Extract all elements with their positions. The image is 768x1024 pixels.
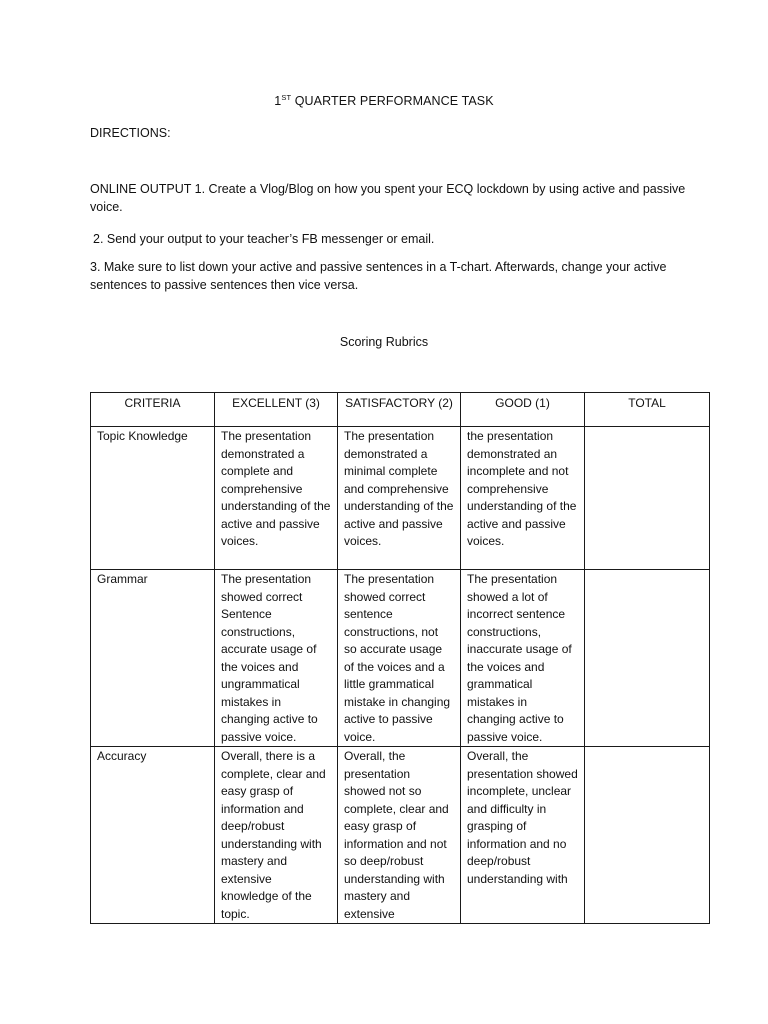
rubric-title: Scoring Rubrics (339, 335, 429, 349)
excellent-cell: The presentation demonstrated a complete and comprehensive understanding of the active and passive voices. (215, 427, 338, 570)
table-header-row (91, 393, 710, 427)
good-cell: the presentation demonstrated an incomplete and not comprehensive understanding of the active and passive voices. (461, 427, 585, 570)
table-row (91, 570, 710, 747)
header-good: GOOD (1) (461, 393, 585, 427)
total-cell (585, 427, 710, 570)
total-cell (585, 570, 710, 747)
title-text: QUARTER PERFORMANCE TASK (291, 94, 494, 108)
satisfactory-cell: Overall, the presentation showed not so complete, clear and easy grasp of information and not so deep/robust understanding with mastery and extensive (338, 747, 461, 924)
header-total: TOTAL (585, 393, 710, 427)
total-cell (585, 747, 710, 924)
directions-label: DIRECTIONS: (90, 126, 171, 140)
criteria-cell: Grammar (91, 570, 215, 747)
excellent-cell: The presentation showed correct Sentence constructions, accurate usage of the voices and ungrammatical mistakes in changing active to passive voice. (215, 570, 338, 747)
title-superscript: ST (281, 93, 292, 102)
direction-item-3: 3. Make sure to list down your active and passive sentences in a T-chart. Afterwards, change your active sentences to passive sentences then vice versa. (90, 260, 667, 292)
satisfactory-cell: The presentation showed correct sentence constructions, not so accurate usage of the voices and a little grammatical mistake in changing active to passive voice. (338, 570, 461, 747)
criteria-cell: Accuracy (91, 747, 215, 924)
direction-item-2: 2. Send your output to your teacher’s FB messenger or email. (93, 232, 435, 246)
header-satisfactory: SATISFACTORY (2) (338, 393, 461, 427)
scoring-rubric-table (90, 392, 710, 924)
header-excellent: EXCELLENT (3) (215, 393, 338, 427)
direction-item-1: ONLINE OUTPUT 1. Create a Vlog/Blog on how you spent your ECQ lockdown by using active and passive voice. (90, 182, 686, 214)
header-criteria: CRITERIA (91, 393, 215, 427)
good-cell: Overall, the presentation showed incomplete, unclear and difficulty in grasping of information and no deep/robust understanding with (461, 747, 585, 924)
satisfactory-cell: The presentation demonstrated a minimal complete and comprehensive understanding of the active and passive voices. (338, 427, 461, 570)
page-title (0, 94, 768, 108)
table-row (91, 427, 710, 570)
criteria-cell: Topic Knowledge (91, 427, 215, 570)
excellent-cell: Overall, there is a complete, clear and easy grasp of information and deep/robust understanding with mastery and extensive knowledge of the topic. (215, 747, 338, 924)
title-number: 1 (274, 94, 282, 108)
table-row (91, 747, 710, 924)
good-cell: The presentation showed a lot of incorrect sentence constructions, inaccurate usage of the voices and grammatical mistakes in changing active to passive voice. (461, 570, 585, 747)
